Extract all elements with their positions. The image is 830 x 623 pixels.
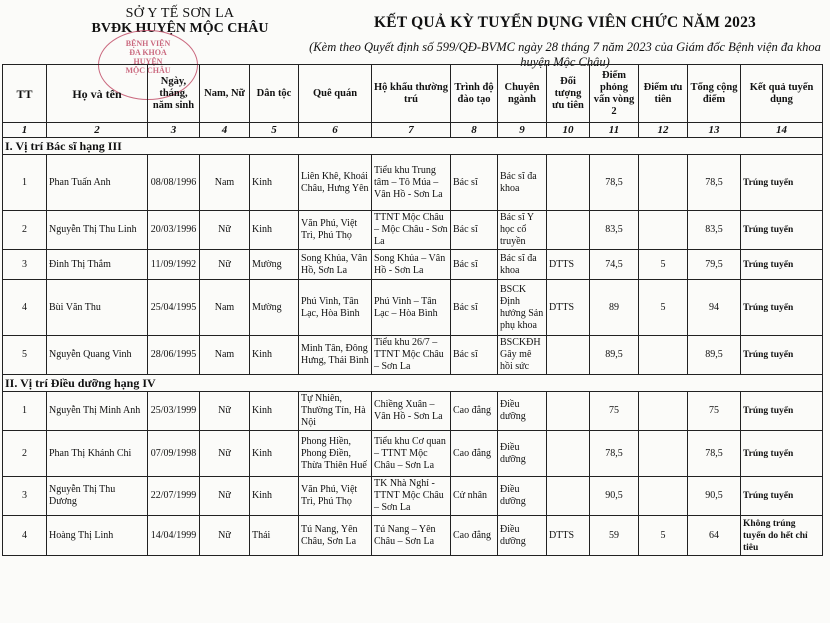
table-row [3,516,823,556]
table-cell: Song Khủa – Vân Hồ - Sơn La [372,250,451,280]
table-cell: 5 [639,516,688,556]
column-number: 14 [741,123,823,138]
table-cell: Trúng tuyển [741,280,823,336]
table-cell: Phan Tuấn Anh [47,155,148,211]
table-cell [639,336,688,375]
table-cell: Nữ [200,211,250,250]
table-cell: 94 [688,280,741,336]
column-number: 1 [3,123,47,138]
column-header: Điểm ưu tiên [639,65,688,123]
table-cell [547,392,590,431]
hospital-name: BVĐK HUYỆN MỘC CHÂU [91,21,269,36]
table-cell: 14/04/1999 [148,516,200,556]
column-number: 5 [250,123,299,138]
document-title: KẾT QUẢ KỲ TUYỂN DỤNG VIÊN CHỨC NĂM 2023 [373,14,757,31]
table-cell: 4 [3,516,47,556]
table-cell: Kinh [250,392,299,431]
table-cell: TK Nhà Nghỉ - TTNT Mộc Châu – Sơn La [372,477,451,516]
table-cell: Bác sĩ đa khoa [498,250,547,280]
table-cell: Bác sĩ [451,336,498,375]
column-header: Tổng cộng điểm [688,65,741,123]
column-number: 9 [498,123,547,138]
column-number: 6 [299,123,372,138]
table-cell [547,477,590,516]
table-cell: 78,5 [590,155,639,211]
table-cell [639,211,688,250]
table-cell: 79,5 [688,250,741,280]
column-header: Họ và tên [47,65,148,123]
table-cell: 11/09/1992 [148,250,200,280]
table-cell: 08/08/1996 [148,155,200,211]
table-cell: 75 [688,392,741,431]
table-cell: 28/06/1995 [148,336,200,375]
table-cell: 3 [3,477,47,516]
table-cell: 20/03/1996 [148,211,200,250]
table-cell: Phan Thị Khánh Chi [47,431,148,477]
column-header: Điểm phỏng vấn vòng 2 [590,65,639,123]
table-cell: Tiểu khu Trung tâm – Tô Múa – Vân Hồ - Sơn La [372,155,451,211]
table-cell: Bác sĩ Y học cổ truyền [498,211,547,250]
table-cell: Minh Tân, Đông Hưng, Thái Bình [299,336,372,375]
table-cell: Nam [200,280,250,336]
table-cell: 2 [3,211,47,250]
table-cell: 1 [3,392,47,431]
column-number: 7 [372,123,451,138]
table-cell: Kinh [250,477,299,516]
table-cell: 75 [590,392,639,431]
table-cell: Bác sĩ [451,155,498,211]
section-row [3,138,823,155]
table-cell: Kinh [250,155,299,211]
table-cell: Nữ [200,516,250,556]
table-cell: BSCKĐH Gây mê hồi sức [498,336,547,375]
table-cell: Cử nhân [451,477,498,516]
table-cell: Tú Nang – Yên Châu – Sơn La [372,516,451,556]
column-header: Kết quả tuyển dụng [741,65,823,123]
table-cell: Nữ [200,477,250,516]
table-row [3,477,823,516]
table-cell: Chiềng Xuân – Vân Hồ - Sơn La [372,392,451,431]
table-cell [639,155,688,211]
table-cell: 07/09/1998 [148,431,200,477]
table-cell: 83,5 [590,211,639,250]
column-number: 12 [639,123,688,138]
table-cell: 59 [590,516,639,556]
results-table [2,64,823,556]
column-header: TT [3,65,47,123]
table-cell [547,211,590,250]
column-header: Ngày, tháng, năm sinh [148,65,200,123]
table-cell: Nguyễn Quang Vinh [47,336,148,375]
table-cell: 90,5 [688,477,741,516]
table-cell: Mường [250,280,299,336]
section-row [3,375,823,392]
seal-line: BỆNH VIỆN [125,39,171,48]
table-cell: TTNT Mộc Châu – Mộc Châu - Sơn La [372,211,451,250]
table-cell: Trúng tuyển [741,336,823,375]
column-header: Đối tượng ưu tiên [547,65,590,123]
column-header: Nam, Nữ [200,65,250,123]
table-cell [547,431,590,477]
table-cell: BSCK Định hướng Sản phụ khoa [498,280,547,336]
seal-line: ĐA KHOA [129,48,167,57]
table-cell: Không trúng tuyển do hết chỉ tiêu [741,516,823,556]
table-cell: Trúng tuyển [741,211,823,250]
table-row [3,211,823,250]
section-title: I. Vị trí Bác sĩ hạng III [3,138,823,155]
table-cell: 90,5 [590,477,639,516]
table-cell: Tú Nang, Yên Châu, Sơn La [299,516,372,556]
table-cell: Trúng tuyển [741,392,823,431]
table-cell: Thái [250,516,299,556]
table-header-row [3,65,823,123]
table-cell: Nguyễn Thị Thu Linh [47,211,148,250]
column-number: 2 [47,123,148,138]
table-cell: 3 [3,250,47,280]
table-cell: Nữ [200,250,250,280]
column-header: Trình độ đào tạo [451,65,498,123]
table-cell: Bác sĩ [451,280,498,336]
table-cell [639,477,688,516]
table-cell [639,431,688,477]
column-number: 3 [148,123,200,138]
column-header: Quê quán [299,65,372,123]
table-cell: 4 [3,280,47,336]
table-cell: Kinh [250,336,299,375]
table-row [3,392,823,431]
table-cell: DTTS [547,250,590,280]
table-cell: Cao đẳng [451,392,498,431]
table-cell: Phong Hiền, Phong Điền, Thừa Thiên Huế [299,431,372,477]
table-cell: Nam [200,336,250,375]
document-subtitle: (Kèm theo Quyết định số 599/QĐ-BVMC ngày 28 tháng 7 năm 2023 của Giám đốc Bệnh viện đa khoa huyện Mộc Châu) [309,40,821,69]
table-cell: Văn Phú, Việt Trì, Phú Thọ [299,211,372,250]
column-header: Chuyên ngành [498,65,547,123]
table-row [3,431,823,477]
column-number-row [3,123,823,138]
table-cell: 5 [639,280,688,336]
table-cell [639,392,688,431]
results-table-body [3,138,823,556]
column-number: 11 [590,123,639,138]
table-cell: Mường [250,250,299,280]
column-number: 10 [547,123,590,138]
column-number: 13 [688,123,741,138]
table-cell: Trúng tuyển [741,155,823,211]
table-cell: 2 [3,431,47,477]
table-cell: 78,5 [688,155,741,211]
table-cell: Nữ [200,392,250,431]
table-cell: Bùi Văn Thu [47,280,148,336]
table-cell: DTTS [547,516,590,556]
table-cell: Điều dưỡng [498,516,547,556]
table-cell: Hoàng Thị Linh [47,516,148,556]
table-cell [547,155,590,211]
table-cell: Tiểu khu Cơ quan – TTNT Mộc Châu – Sơn La [372,431,451,477]
table-cell: Song Khủa, Vân Hồ, Sơn La [299,250,372,280]
table-cell: Phú Vinh – Tân Lạc – Hòa Bình [372,280,451,336]
table-cell: Điều dưỡng [498,392,547,431]
table-cell: 5 [639,250,688,280]
column-number: 8 [451,123,498,138]
table-cell: Nữ [200,431,250,477]
table-cell: Trúng tuyển [741,431,823,477]
table-cell: Trúng tuyển [741,477,823,516]
table-cell: Nguyễn Thị Minh Anh [47,392,148,431]
seal-line: HUYỆN [133,57,163,66]
table-cell: Cao đẳng [451,431,498,477]
table-cell: Trúng tuyển [741,250,823,280]
table-cell: Tự Nhiên, Thường Tín, Hà Nội [299,392,372,431]
table-cell: 1 [3,155,47,211]
table-row [3,280,823,336]
table-cell: Liên Khê, Khoái Châu, Hưng Yên [299,155,372,211]
table-cell: Phú Vinh, Tân Lạc, Hòa Bình [299,280,372,336]
table-cell: 74,5 [590,250,639,280]
table-cell: 89 [590,280,639,336]
table-cell: Nguyễn Thị Thu Dương [47,477,148,516]
table-cell: Bác sĩ đa khoa [498,155,547,211]
table-cell: 64 [688,516,741,556]
table-row [3,336,823,375]
table-cell: 78,5 [590,431,639,477]
department-name: SỞ Y TẾ SƠN LA [125,6,235,21]
table-row [3,250,823,280]
table-cell: Bác sĩ [451,250,498,280]
column-header: Dân tộc [250,65,299,123]
table-cell: 25/03/1999 [148,392,200,431]
column-number: 4 [200,123,250,138]
section-title: II. Vị trí Điều dưỡng hạng IV [3,375,823,392]
table-cell: Cao đẳng [451,516,498,556]
table-cell: 25/04/1995 [148,280,200,336]
table-cell [547,336,590,375]
seal-line: MỘC CHÂU [125,66,171,75]
table-cell: DTTS [547,280,590,336]
table-row [3,155,823,211]
table-cell: Kinh [250,431,299,477]
table-cell: Điều dưỡng [498,477,547,516]
table-cell: Văn Phú, Việt Trì, Phú Thọ [299,477,372,516]
table-cell: Điều dưỡng [498,431,547,477]
issuer-header [60,6,300,37]
table-cell: 78,5 [688,431,741,477]
column-header: Hộ khẩu thường trú [372,65,451,123]
table-cell: 83,5 [688,211,741,250]
table-cell: Bác sĩ [451,211,498,250]
table-cell: Tiểu khu 26/7 – TTNT Mộc Châu – Sơn La [372,336,451,375]
table-cell: Nam [200,155,250,211]
table-cell: Đinh Thị Thắm [47,250,148,280]
table-cell: 89,5 [688,336,741,375]
document-heading [305,14,825,70]
table-cell: 5 [3,336,47,375]
table-cell: 89,5 [590,336,639,375]
table-cell: Kinh [250,211,299,250]
table-cell: 22/07/1999 [148,477,200,516]
